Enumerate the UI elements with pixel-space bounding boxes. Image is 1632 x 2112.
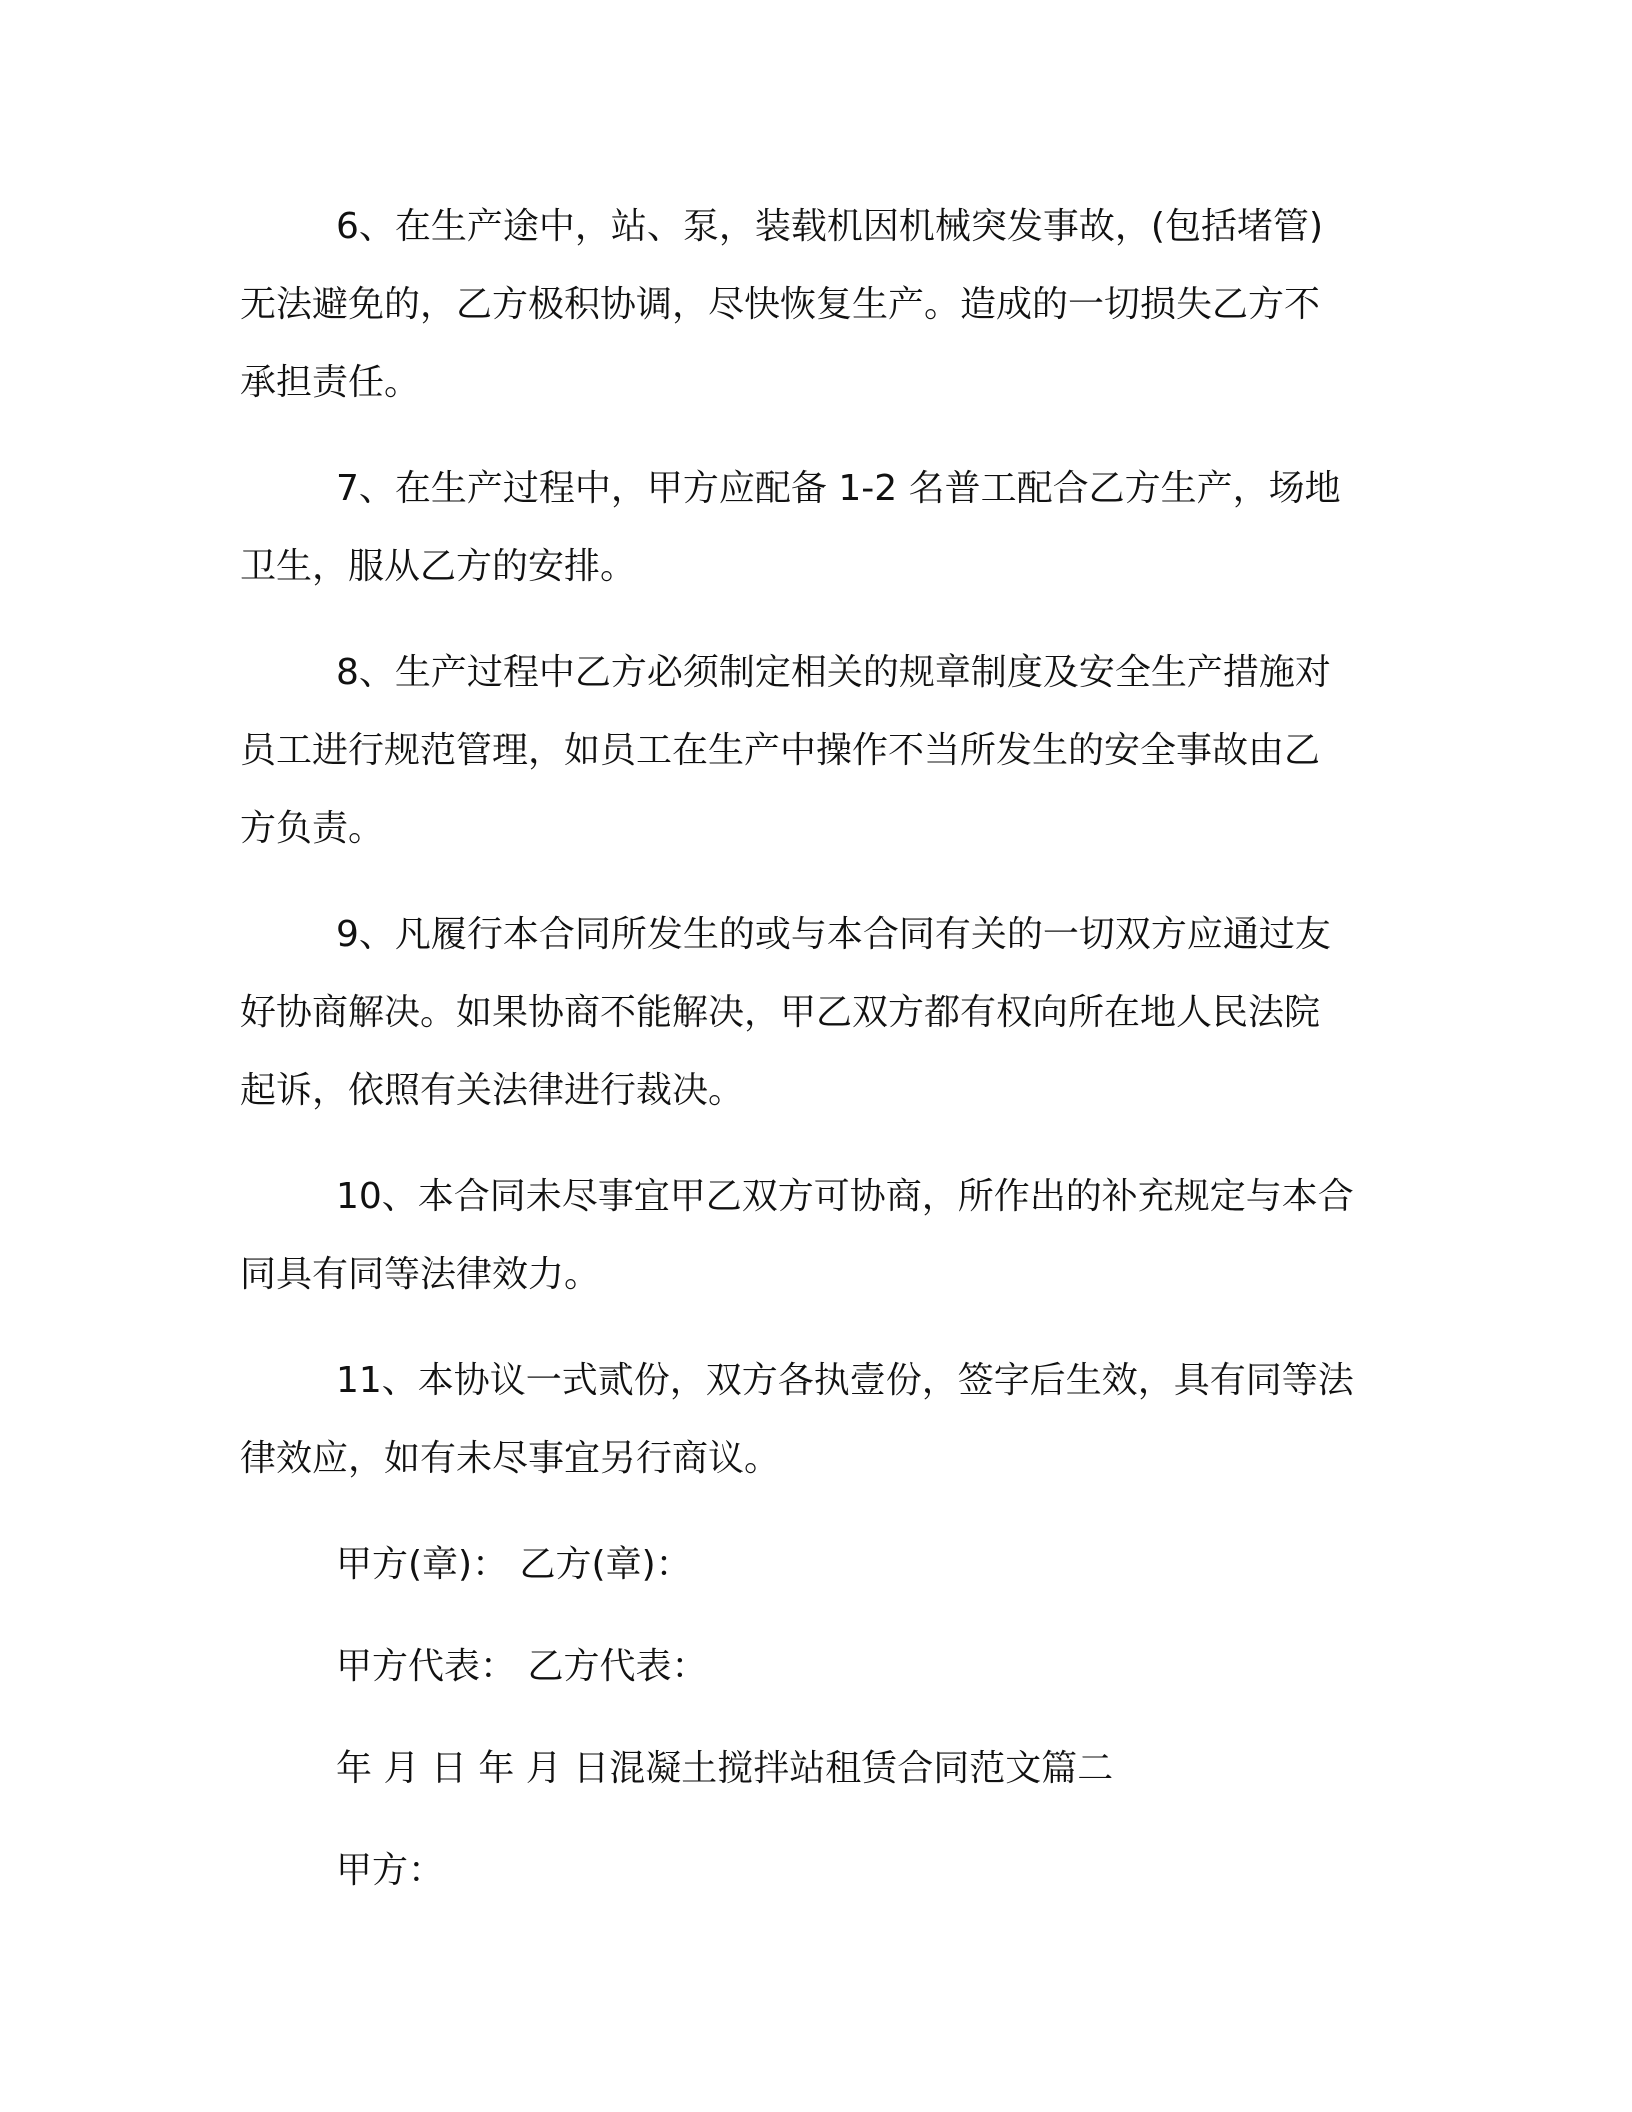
text-line: 承担责任。: [240, 362, 421, 403]
clause-7: [240, 450, 1380, 606]
clause-10: [240, 1158, 1380, 1314]
clause-8: [240, 634, 1380, 868]
party-a-line: [240, 1832, 1380, 1910]
text-line: 无法避免的，乙方极积协调，尽快恢复生产。造成的一切损失乙方不: [240, 284, 1321, 325]
party-seal-line: [240, 1526, 1380, 1604]
text-line: 7、在生产过程中，甲方应配备 1-2 名普工配合乙方生产，场地: [336, 468, 1341, 509]
clause-11: [240, 1342, 1380, 1498]
clause-6: [240, 188, 1380, 422]
date-and-section-title-line: [240, 1730, 1380, 1808]
text-line: 好协商解决。如果协商不能解决，甲乙双方都有权向所在地人民法院: [240, 992, 1321, 1033]
text-line: 方负责。: [240, 808, 385, 849]
text-line: 甲方代表： 乙方代表：: [336, 1646, 708, 1687]
text-line: 8、生产过程中乙方必须制定相关的规章制度及安全生产措施对: [336, 652, 1331, 693]
text-line: 律效应，如有未尽事宜另行商议。: [240, 1438, 781, 1479]
clause-9: [240, 896, 1380, 1130]
text-line: 10、本合同未尽事宜甲乙双方可协商，所作出的补充规定与本合: [336, 1176, 1354, 1217]
document-body: [240, 188, 1380, 1934]
text-line: 同具有同等法律效力。: [240, 1254, 601, 1295]
party-representative-line: [240, 1628, 1380, 1706]
text-line: 起诉，依照有关法律进行裁决。: [240, 1070, 745, 1111]
text-line: 甲方(章)： 乙方(章)：: [336, 1544, 692, 1585]
text-line: 11、本协议一式贰份，双方各执壹份，签字后生效，具有同等法: [336, 1360, 1354, 1401]
text-line: 甲方：: [336, 1850, 445, 1891]
text-line: 卫生，服从乙方的安排。: [240, 546, 637, 587]
text-line: 9、凡履行本合同所发生的或与本合同有关的一切双方应通过友: [336, 914, 1331, 955]
text-line: 年 月 日 年 月 日混凝土搅拌站租赁合同范文篇二: [336, 1748, 1114, 1789]
text-line: 6、在生产途中，站、泵，装载机因机械突发事故，(包括堵管): [336, 206, 1323, 247]
text-line: 员工进行规范管理，如员工在生产中操作不当所发生的安全事故由乙: [240, 730, 1321, 771]
